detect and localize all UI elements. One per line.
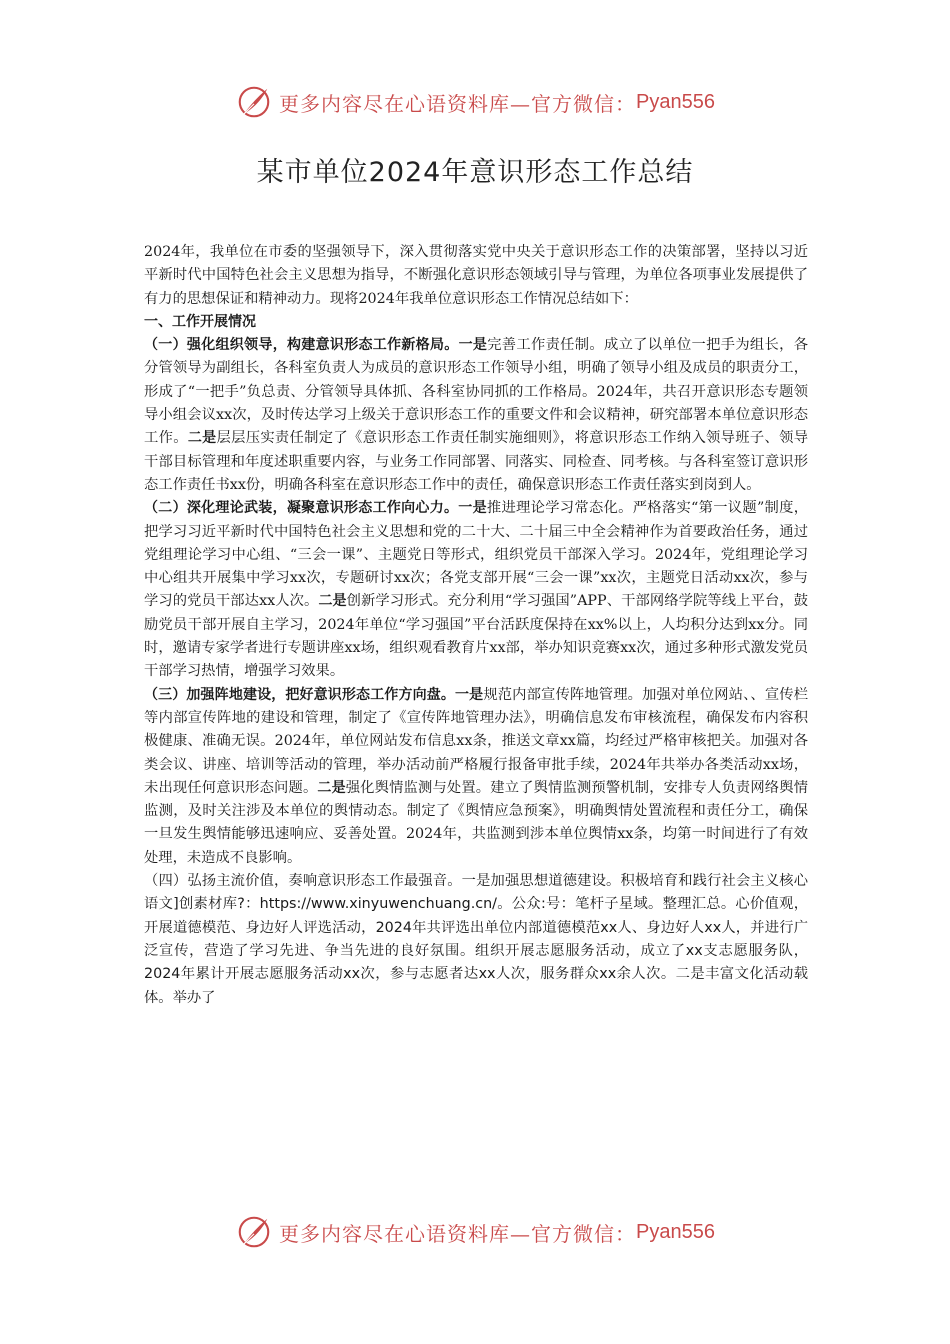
paragraph-3: （三）加强阵地建设，把好意识形态工作方向盘。一是规范内部宣传阵地管理。加强对单位网站、、宣传栏等内部宣传阵地的建设和管理，制定了《宣传阵地管理办法》，明确信息发布审核流程，确保发布内容积极健康、准确无误。2024年，单位网站发布信息xx条，推送文章xx篇，均经过严格审核把关。加强对各类会议、讲座、培训等活动的管理，举办活动前严格履行报备审批手续，2024年共举办各类活动xx场，未出现任何意识形态问题。二是强化舆情监测与处置。建立了舆情监测预警机制，安排专人负责网络舆情监测，及时关注涉及本单位的舆情动态。制定了《舆情应急预案》，明确舆情处置流程和责任分工，确保一旦发生舆情能够迅速响应、妥善处置。2024年，共监测到涉本单位舆情xx条，均第一时间进行了有效处理，未造成不良影响。 [144, 686, 809, 866]
banner-text: 更多内容尽在心语资料库—官方微信： [279, 91, 637, 116]
banner-wechat-id: Pyan556 [636, 90, 715, 113]
banner-text: 更多内容尽在心语资料库—官方微信： [279, 1221, 637, 1246]
banner-wechat-id: Pyan556 [636, 1220, 715, 1243]
paragraph-4: （四）弘扬主流价值，奏响意识形态工作最强音。一是加强思想道德建设。积极培育和践行社会主义核心语文]创素材库?：https://www.xinyuwenchuang.cn/。公众:号：笔杆子星域。整理汇总。心价值观，开展道德模范、身边好人评选活动，2024年共评选出单位内部道德模范xx人、身边好人xx人，并进行广泛宣传，营造了学习先进、争当先进的良好氛围。组织开展志愿服务活动，成立了xx支志愿服务队，2024年累计开展志愿服务活动xx次，参与志愿者达xx人次，服务群众xx余人次。二是丰富文化活动载体。举办了 [144, 873, 808, 1006]
intro-paragraph: 2024年，我单位在市委的坚强领导下，深入贯彻落实党中央关于意识形态工作的决策部署，坚持以习近平新时代中国特色社会主义思想为指导，不断强化意识形态领域引导与管理，为单位各项事业发展提供了有力的思想保证和精神动力。现将2024年我单位意识形态工作情况总结如下： [144, 244, 808, 307]
header-banner [0, 80, 950, 124]
quill-pen-icon [235, 1213, 273, 1251]
document-body [144, 241, 808, 1010]
paragraph-2: （二）深化理论武装，凝聚意识形态工作向心力。一是推进理论学习常态化。严格落实“第一议题”制度，把学习习近平新时代中国特色社会主义思想和党的二十大、二十届三中全会精神作为首要政治任务，通过党组理论学习中心组、“三会一课”、主题党日等形式，组织党员干部深入学习。2024年，党组理论学习中心组共开展集中学习xx次，专题研讨xx次；各党支部开展“三会一课”xx次，主题党日活动xx次，参与学习的党员干部达xx人次。二是创新学习形式。充分利用“学习强国”APP、干部网络学院等线上平台，鼓励党员干部开展自主学习，2024年单位“学习强国”平台活跃度保持在xx%以上，人均积分达到xx分。同时，邀请专家学者进行专题讲座xx场，组织观看教育片xx部，举办知识竞赛xx次，通过多种形式激发党员干部学习热情，增强学习效果。 [144, 500, 809, 680]
paragraph-4-heading: （四）弘扬主流价值，奏响意识形态工作最强音。一是加强思想道德建设。积极培育和践行社会主义核心语文]创素材库?：https://www.xinyuwenchuang.cn/。公众:号：笔杆子星域。整理汇总。 [144, 873, 808, 913]
footer-banner [0, 1210, 950, 1254]
quill-pen-icon [235, 83, 273, 121]
paragraph-1: （一）强化组织领导，构建意识形态工作新格局。一是完善工作责任制。成立了以单位一把手为组长，各分管领导为副组长，各科室负责人为成员的意识形态工作领导小组，明确了领导小组及成员的职责分工，形成了“一把手”负总责、分管领导具体抓、各科室协同抓的工作格局。2024年，共召开意识形态专题领导小组会议xx次，及时传达学习上级关于意识形态工作的重要文件和会议精神，研究部署本单位意识形态工作。二是层层压实责任制定了《意识形态工作责任制实施细则》，将意识形态工作纳入领导班子、领导干部目标管理和年度述职重要内容，与业务工作同部署、同落实、同检查、同考核。与各科室签订意识形态工作责任书xx份，明确各科室在意识形态工作中的责任，确保意识形态工作责任落实到岗到人。 [144, 337, 809, 493]
paragraph-3-heading: （三）加强阵地建设，把好意识形态工作方向盘。 [144, 686, 456, 703]
paragraph-2-heading: （二）深化理论武装，凝聚意识形态工作向心力。 [144, 500, 459, 517]
paragraph-1-heading: （一）强化组织领导，构建意识形态工作新格局。 [144, 337, 459, 354]
section-heading: 一、工作开展情况 [144, 313, 256, 330]
document-title: 某市单位2024年意识形态工作总结 [256, 157, 694, 188]
